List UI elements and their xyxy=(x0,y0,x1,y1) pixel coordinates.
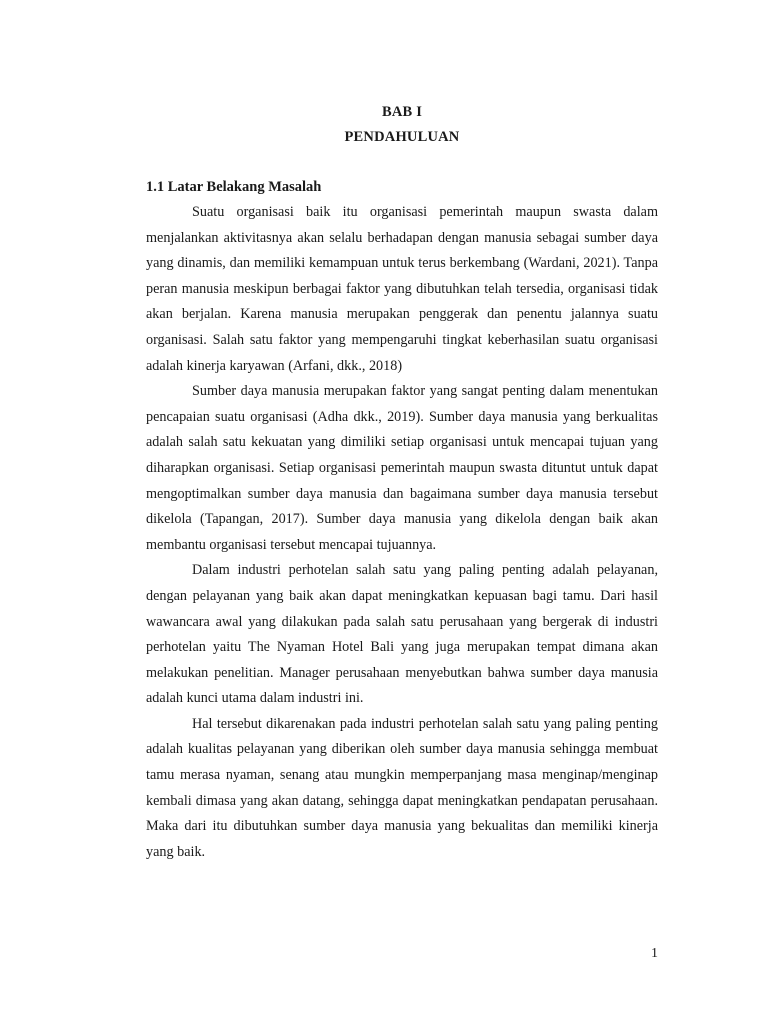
paragraph: Sumber daya manusia merupakan faktor yang sangat penting dalam menentukan pencapaian suatu organisasi (Adha dkk., 2019). Sumber daya manusia yang berkualitas adalah salah satu kekuatan yang dimiliki setiap organisasi untuk mencapai tujuan yang diharapkan organisasi. Setiap organisasi pemerintah maupun swasta dituntut untuk dapat mengoptimalkan sumber daya manusia dan bagaimana sumber daya manusia tersebut dikelola (Tapangan, 2017). Sumber daya manusia yang dikelola dengan baik akan membantu organisasi tersebut mencapai tujuannya. xyxy=(146,383,658,553)
page-number: 1 xyxy=(651,946,658,961)
chapter-title: PENDAHULUAN xyxy=(344,129,460,145)
paragraph: Dalam industri perhotelan salah satu yang paling penting adalah pelayanan, dengan pelayanan yang baik akan dapat meningkatkan kepuasan bagi tamu. Dari hasil wawancara awal yang dilakukan pada salah satu perusahaan yang bergerak di industri perhotelan yaitu The Nyaman Hotel Bali yang juga merupakan tempat dimana akan melakukan penelitian. Manager perusahaan menyebutkan bahwa sumber daya manusia adalah kunci utama dalam industri ini. xyxy=(146,562,658,707)
chapter-number: BAB I xyxy=(381,104,423,120)
paragraph: Hal tersebut dikarenakan pada industri perhotelan salah satu yang paling penting adalah kualitas pelayanan yang diberikan oleh sumber daya manusia sehingga membuat tamu merasa nyaman, senang atau mungkin memperpanjang masa menginap/menginap kembali dimasa yang akan datang, sehingga dapat meningkatkan pendapatan perusahaan. Maka dari itu dibutuhkan sumber daya manusia yang bekualitas dan memiliki kinerja yang baik. xyxy=(146,715,658,860)
paragraph: Suatu organisasi baik itu organisasi pemerintah maupun swasta dalam menjalankan aktivitasnya akan selalu berhadapan dengan manusia sebagai sumber daya yang dinamis, dan memiliki kemampuan untuk terus berkembang (Wardani, 2021). Tanpa peran manusia meskipun berbagai faktor yang dibutuhkan telah tersedia, organisasi tidak akan berjalan. Karena manusia merupakan penggerak dan penentu jalannya suatu organisasi. Salah satu faktor yang mempengaruhi tingkat keberhasilan suatu organisasi adalah kinerja karyawan (Arfani, dkk., 2018) xyxy=(146,204,658,374)
section-heading: 1.1 Latar Belakang Masalah xyxy=(146,179,322,195)
body-text xyxy=(146,200,658,865)
